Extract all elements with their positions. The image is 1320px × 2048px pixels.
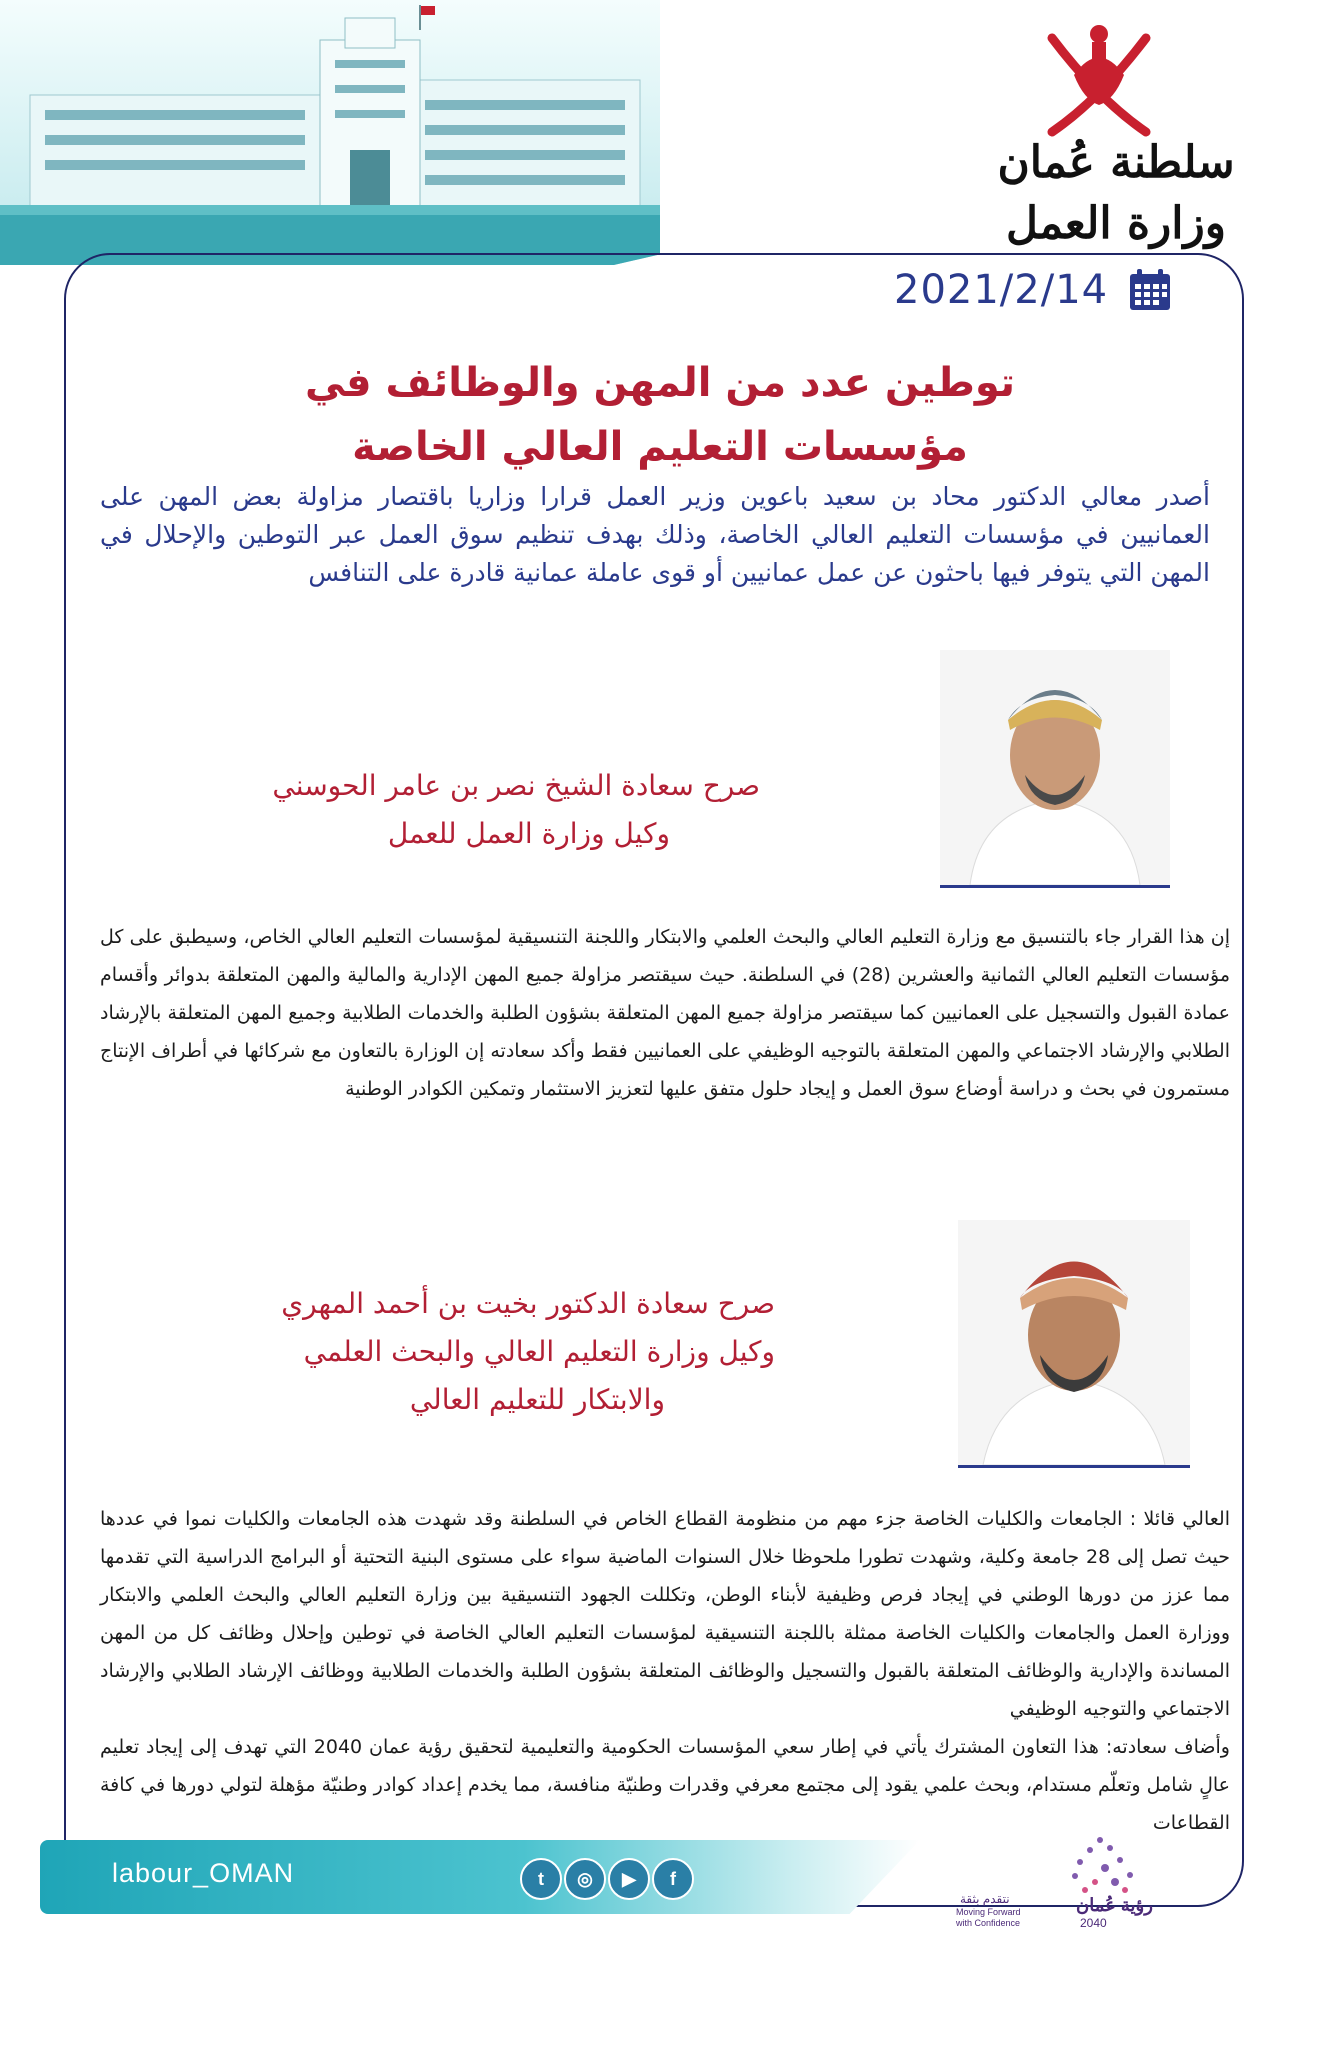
instagram-icon[interactable]: ◎ — [564, 1858, 606, 1900]
speaker-2-title: وكيل وزارة التعليم العالي والبحث العلمي — [303, 1335, 775, 1368]
twitter-icon[interactable]: t — [520, 1858, 562, 1900]
headline-line-1: توطين عدد من المهن والوظائف في — [304, 360, 1016, 406]
calendar-icon — [1128, 268, 1172, 312]
speaker-2-title-cont: والابتكار للتعليم العالي — [409, 1383, 665, 1416]
publish-date: 2021/2/14 — [894, 267, 1109, 313]
oman-emblem-icon — [1034, 20, 1164, 145]
speaker-2-name: صرح سعادة الدكتور بخيت بن أحمد المهري — [281, 1287, 775, 1320]
speaker-1-name: صرح سعادة الشيخ نصر بن عامر الحوسني — [272, 769, 760, 802]
lead-paragraph: أصدر معالي الدكتور محاد بن سعيد باعوين وزير العمل قرارا وزاريا باقتصار مزاولة بعض المهن على العمانيين في مؤسسات التعليم العالي الخاصة، وذلك بهدف تنظيم سوق العمل عبر التوطين والإحلال في المهن التي يتوفر فيها باحثون عن عمل عمانيين أو قوى عاملة عمانية قادرة على التنافس — [100, 482, 1210, 587]
sultanate-name: سلطنة عُمان — [997, 137, 1235, 188]
statement-1-paragraph: إن هذا القرار جاء بالتنسيق مع وزارة التعليم العالي والبحث العلمي والابتكار واللجنة التنسيقية لمؤسسات التعليم العالي الخاص، وسيطبق على كل مؤسسات التعليم العالي الثمانية والعشرين (28) في السلطنة. حيث سيقتصر مزاولة جميع المهن الإدارية والمالية والمهن المتعلقة بدوائر وأقسام عمادة القبول والتسجيل على العمانيين كما سيقتصر مزاولة جميع المهن المتعلقة بشؤون الطلبة والخدمات الطلابية وجميع المهن المتعلقة بالإرشاد الطلابي والإرشاد الاجتماعي والمهن المتعلقة بالتوجيه الوظيفي على العمانيين فقط وأكد سعادته إن الوزارة بالتعاون مع شركائها في أطراف الإنتاج مستمرون في بحث و دراسة أوضاع سوق العمل و إيجاد حلول متفق عليها لتعزيز الاستثمار وتمكين الكوادر الوطنية — [100, 926, 1230, 1100]
statement-2-paragraph — [100, 1500, 1230, 1842]
ministry-name: وزارة العمل — [1006, 198, 1226, 249]
building-banner — [0, 0, 660, 265]
facebook-icon[interactable]: f — [652, 1858, 694, 1900]
headline-line-2: مؤسسات التعليم العالي الخاصة — [352, 424, 968, 470]
speaker-1-photo — [940, 650, 1170, 888]
statement-2-part-2: وأضاف سعادته: هذا التعاون المشترك يأتي في إطار سعي المؤسسات الحكومية والتعليمية لتحقيق رؤية عمان 2040 التي تهدف إلى إيجاد تعليم عالٍ شامل وتعلّم مستدام، وبحث علمي يقود إلى مجتمع معرفي وقدرات وطنيّة منافسة، مما يخدم إعداد كوادر وطنيّة مؤهلة لتولي دورها في كافة القطاعات — [100, 1736, 1230, 1834]
statement-2-part-1: العالي قائلا : الجامعات والكليات الخاصة جزء مهم من منظومة القطاع الخاص في السلطنة وقد شهدت هذه الجامعات والكليات نموا في عددها حيث تصل إلى 28 جامعة وكلية، وشهدت تطورا ملحوظا خلال السنوات الماضية سواء على مستوى البنية التحتية أو البرامج الدراسية التي تقدمها مما عزز من دورها الوطني في إيجاد فرص وظيفية لأبناء الوطن، وتكللت الجهود التنسيقية بين وزارة التعليم العالي والبحث العلمي والابتكار ووزارة العمل والجامعات والكليات الخاصة ممثلة باللجنة التنسيقية لمؤسسات التعليم العالي الخاصة في توطين وإحلال وظائف كل من المهن المساندة والإدارية والوظائف المتعلقة بالقبول والتسجيل والوظائف المتعلقة بشؤون الطلبة والخدمات الطلابية ووظائف الإرشاد الطلابي والإرشاد الاجتماعي والتوجيه الوظيفي — [100, 1508, 1230, 1720]
speaker-2-photo — [958, 1220, 1190, 1468]
vision-tagline-en-1: Moving Forward — [956, 1907, 1021, 1917]
date-row — [880, 262, 1186, 318]
social-handle[interactable]: labour_OMAN — [112, 1858, 295, 1888]
ministry-building-image — [0, 0, 660, 265]
youtube-icon[interactable]: ▶ — [608, 1858, 650, 1900]
vision-tagline-ar: نتقدم بثقة — [960, 1892, 1010, 1906]
ministry-logo-text — [996, 132, 1236, 254]
speaker-1-title: وكيل وزارة العمل للعمل — [387, 817, 670, 850]
vision-tagline-en-2: with Confidence — [956, 1918, 1021, 1928]
vision-year: 2040 — [1080, 1916, 1107, 1930]
vision-arabic-name: رؤية عُمان — [1076, 1895, 1153, 1915]
